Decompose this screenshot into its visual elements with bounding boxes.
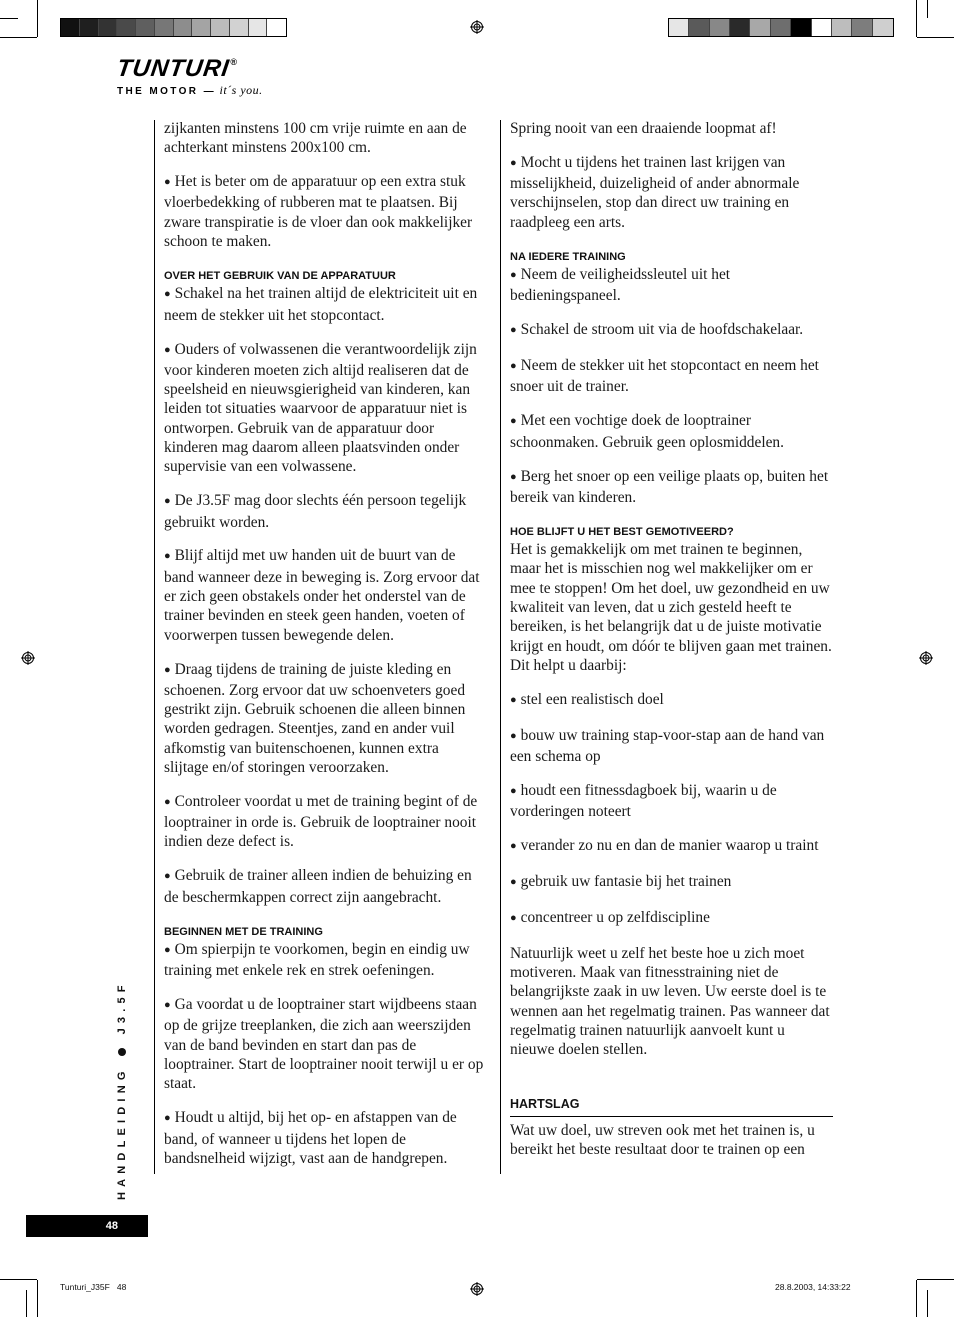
bullet-item: ● verander zo nu en dan de manier waarop u traint: [510, 836, 833, 857]
bullet-item: ● Schakel na het trainen altijd de elektriciteit uit en neem de stekker uit het stopcontact.: [164, 284, 487, 325]
crop-mark-bottom-right2: [927, 1290, 928, 1317]
color-swatch: [267, 19, 286, 36]
bullet-item: ● bouw uw training stap-voor-stap aan de hand van een schema op: [510, 726, 833, 767]
registration-mark-icon: [21, 651, 35, 665]
bullet-item: ● houdt een fitnessdagboek bij, waarin u de vorderingen noteert: [510, 781, 833, 822]
logo-tagline: [117, 83, 263, 98]
footer-file-info: Tunturi_J35F 48: [60, 1282, 127, 1292]
crop-mark-bottom-left2: [26, 1290, 27, 1317]
bullet-item: ● Controleer voordat u met de training begint of de looptrainer in orde is. Gebruik de looptrainer nooit indien deze defect is.: [164, 792, 487, 852]
bullet-item: ● Ouders of volwassenen die verantwoordelijk zijn voor kinderen moeten zich altijd realiseren dat de speelsheid en nieuwsgierigheid van kinderen, kan leiden tot situaties waarvoor de apparatuur niet is ontworpen. Gebruik van de apparatuur door kinderen mag daarom alleen plaatsvinden onder supervisie van een volwassene.: [164, 340, 487, 477]
bullet-item: ● gebruik uw fantasie bij het trainen: [510, 872, 833, 893]
tunturi-logo: [117, 57, 263, 98]
crop-mark-top-right-v: [916, 0, 917, 37]
logo-wordmark: TUNTURI: [115, 55, 232, 82]
color-swatch: [174, 19, 193, 36]
right-column-rule: [500, 120, 501, 1174]
bullet-item: ● Het is beter om de apparatuur op een extra stuk vloerbedekking of rubberen mat te plaatsen. Bij zware transpiratie is de vloer dan ook makkelijker schoon te maken.: [164, 172, 487, 251]
color-swatch: [249, 19, 268, 36]
paragraph: Spring nooit van een draaiende loopmat af!: [510, 120, 777, 137]
paragraph: Wat uw doel, uw streven ook met het trainen is, u bereikt het beste resultaat door te trainen op een: [510, 1121, 815, 1158]
color-swatch: [689, 19, 709, 36]
paragraph: Het is gemakkelijk om met trainen te beginnen, maar het is misschien nog wel makkelijker om er mee te stoppen! Om het doel, uw gezondheid en uw kwaliteit van leven, dat u zich gesteld heeft te bereiken, is het belangrijk dat u de juiste motivatie krijgt en houdt, om dóór te blijven gaan met trainen. Dit helpt u daarbij:: [510, 541, 832, 674]
side-label-model: J3.5F: [116, 980, 128, 1035]
crop-mark-bottom-right-v: [916, 1280, 917, 1317]
color-swatch: [230, 19, 249, 36]
color-swatch: [791, 19, 811, 36]
registration-mark-icon: [470, 20, 484, 34]
color-swatch: [211, 19, 230, 36]
section-heading: HOE BLIJFT U HET BEST GEMOTIVEERD?: [510, 526, 734, 539]
bullet-item: ● Gebruik de trainer alleen indien de behuizing en de beschermkappen correct zijn aangebracht.: [164, 866, 487, 907]
color-swatch: [710, 19, 730, 36]
left-column-rule: [154, 120, 155, 1174]
crop-mark-top-left-h: [0, 37, 37, 38]
bullet-item: ● Houdt u altijd, bij het op- en afstappen van de band, of wanneer u tijdens het lopen de bandsnelheid wijzigt, vast aan de handgrepen.: [164, 1108, 487, 1168]
color-swatch: [192, 19, 211, 36]
section-heading-major: HARTSLAG: [510, 1096, 833, 1117]
bullet-item: ● concentreer u op zelfdiscipline: [510, 908, 833, 929]
bullet-item: ● Om spierpijn te voorkomen, begin en eindig uw training met enkele rek en strek oefeningen.: [164, 940, 487, 981]
side-dot-icon: [118, 1048, 126, 1056]
bullet-item: ● Mocht u tijdens het trainen last krijgen van misselijkheid, duizeligheid of ander abnormale verschijnselen, stop dan direct uw training en raadpleeg een arts.: [510, 153, 833, 232]
section-heading: OVER HET GEBRUIK VAN DE APPARATUUR: [164, 270, 396, 283]
bullet-item: ● Draag tijdens de training de juiste kleding en schoenen. Zorg ervoor dat uw schoenveters goed gestrikt zijn. Gebruik schoenen die alleen binnen worden gedragen. Steentjes, zand en ander vuil afkomstig van buitenschoenen, kunnen extra slijtage en/of storingen veroorzaken.: [164, 660, 487, 778]
footer-timestamp: 28.8.2003, 14:33:22: [775, 1282, 851, 1292]
color-swatch: [730, 19, 750, 36]
tagline-text: THE MOTOR —: [117, 86, 216, 97]
color-swatch: [117, 19, 136, 36]
color-swatch: [771, 19, 791, 36]
bullet-item: ● Ga voordat u de looptrainer start wijdbeens staan op de grijze treeplanken, die zich aan weerszijden van de band bevinden en start dan pas de looptrainer. Start de looptrainer nooit terwijl u er op staat.: [164, 995, 487, 1093]
bullet-item: ● Schakel de stroom uit via de hoofdschakelaar.: [510, 320, 833, 341]
registration-mark-icon: [470, 1282, 484, 1296]
color-swatch: [812, 19, 832, 36]
color-swatch: [80, 19, 99, 36]
registration-mark-icon: [919, 651, 933, 665]
crop-mark-bottom-left-v: [37, 1280, 38, 1317]
bullet-item: ● Met een vochtige doek de looptrainer schoonmaken. Gebruik geen oplosmiddelen.: [510, 411, 833, 452]
bullet-item: ● Neem de veiligheidssleutel uit het bedieningspaneel.: [510, 265, 833, 306]
crop-mark-bottom-left-h: [0, 1279, 37, 1280]
bullet-item: ● De J3.5F mag door slechts één persoon tegelijk gebruikt worden.: [164, 491, 487, 532]
paragraph: zijkanten minstens 100 cm vrije ruimte en aan de achterkant minstens 200x100 cm.: [164, 120, 467, 157]
tagline-italic: it´s you.: [216, 83, 263, 97]
color-swatch: [155, 19, 174, 36]
section-heading: NA IEDERE TRAINING: [510, 251, 626, 264]
color-swatch: [750, 19, 770, 36]
page-number: 48: [26, 1215, 148, 1237]
color-swatch: [136, 19, 155, 36]
crop-mark-top-left2: [0, 18, 18, 19]
crop-mark-bottom-right-h: [917, 1279, 954, 1280]
crop-mark-top-left-v: [37, 0, 38, 37]
bullet-item: ● stel een realistisch doel: [510, 690, 833, 711]
bullet-item: ● Berg het snoer op een veilige plaats op, buiten het bereik van kinderen.: [510, 467, 833, 508]
logo-registered-mark: ®: [230, 57, 237, 67]
crop-mark-top-right-h: [917, 37, 954, 38]
color-bar-right: [668, 18, 894, 37]
left-column: [164, 119, 487, 1183]
side-label-manual: HANDLEIDING: [116, 1066, 128, 1200]
side-label: [116, 980, 128, 1200]
section-heading: BEGINNEN MET DE TRAINING: [164, 925, 323, 938]
color-swatch: [873, 19, 893, 36]
bullet-item: ● Blijf altijd met uw handen uit de buurt van de band wanneer deze in beweging is. Zorg ervoor dat er zich geen obstakels onder het onderstel van de trainer bevinden en steek geen handen, voeten of voorwerpen tussen bewegende delen.: [164, 546, 487, 644]
crop-mark-top-right2: [927, 0, 928, 18]
color-swatch: [61, 19, 80, 36]
color-swatch: [832, 19, 852, 36]
color-swatch: [99, 19, 118, 36]
color-swatch: [852, 19, 872, 36]
bullet-item: ● Neem de stekker uit het stopcontact en neem het snoer uit de trainer.: [510, 356, 833, 397]
paragraph: Natuurlijk weet u zelf het beste hoe u zich moet motiveren. Maak van fitnesstraining niet de belangrijkste zaak in uw leven. Uw eerste doel is te wennen aan het regelmatig trainen. Pas wanneer dat regelmatig trainen natuurlijk aanvoelt kunt u nieuwe doelen stellen.: [510, 944, 830, 1059]
right-column: [510, 119, 833, 1174]
color-bar-left: [60, 18, 287, 37]
color-swatch: [669, 19, 689, 36]
